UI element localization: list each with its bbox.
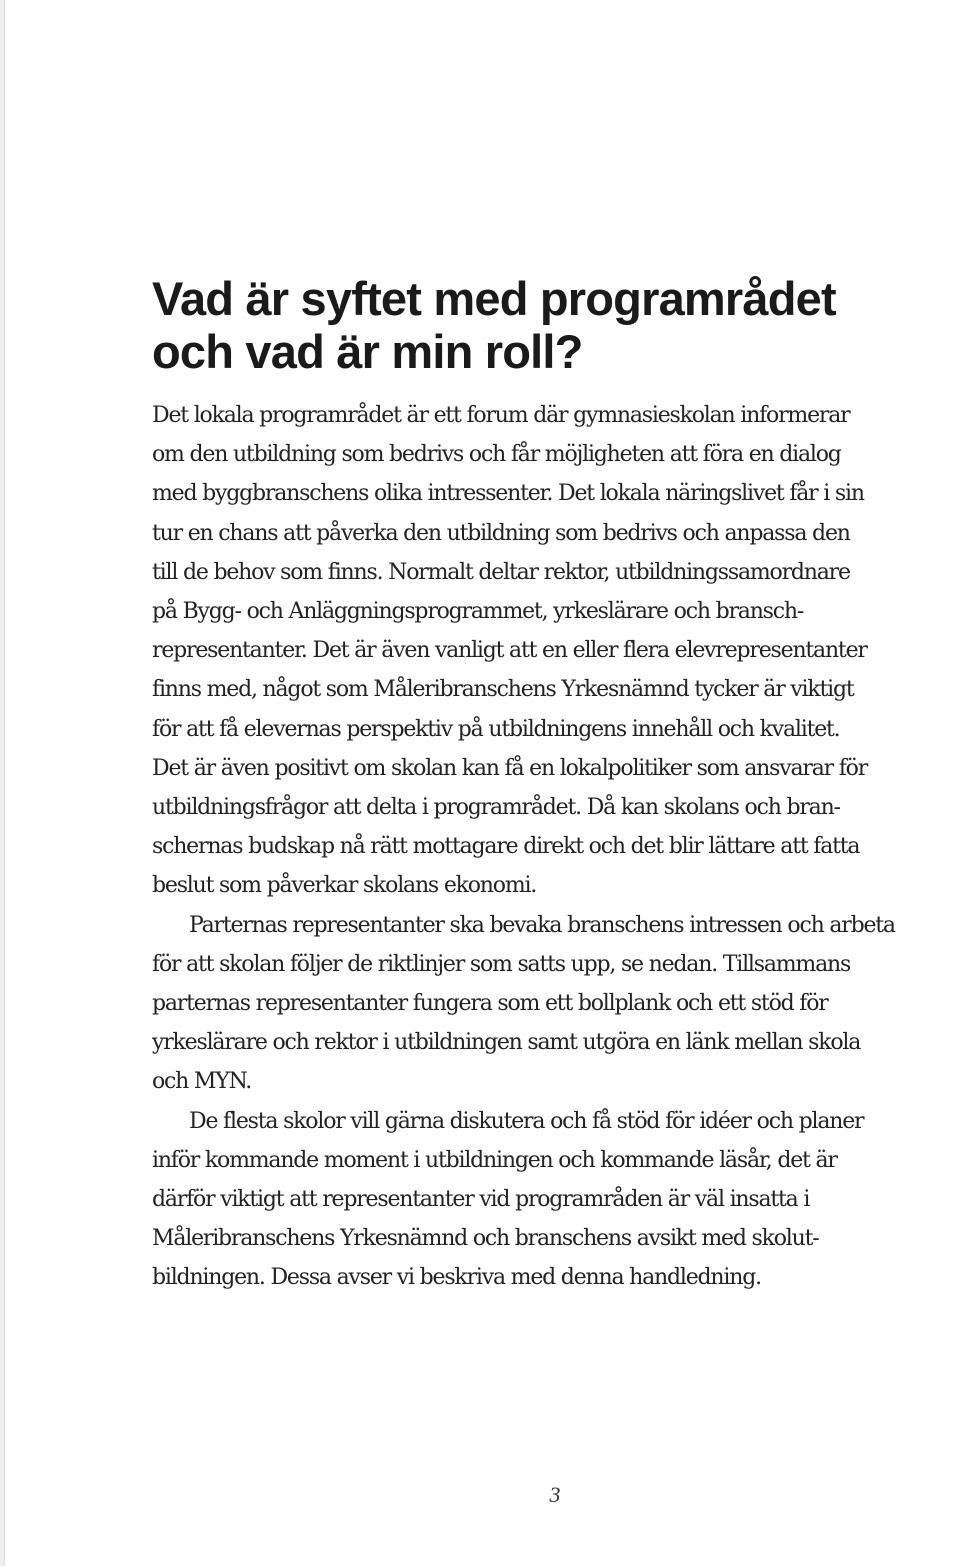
title-line: Vad är syftet med programrådet <box>152 272 836 325</box>
text-line: tur en chans att påverka den utbildning som bedrivs och anpassa den <box>152 520 850 546</box>
text-line: för att få elevernas perspektiv på utbildningens innehåll och kvalitet. <box>152 716 840 742</box>
page-edge-line <box>4 0 5 1566</box>
text-line: Måleribranschens Yrkesnämnd och branschens avsikt med skolut- <box>152 1226 819 1252</box>
text-line: representanter. Det är även vanligt att en eller flera elevrepresentanter <box>152 638 867 664</box>
text-line: schernas budskap nå rätt mottagare direkt och det blir lättare att fatta <box>152 834 860 860</box>
paragraph-purpose <box>152 396 960 906</box>
text-line: med byggbranschens olika intressenter. Det lokala näringslivet får i sin <box>152 481 864 507</box>
paragraph-schools <box>152 1102 960 1298</box>
text-line: för att skolan följer de riktlinjer som satts upp, se nedan. Tillsammans <box>152 951 851 977</box>
text-line: finns med, något som Måleribranschens Yrkesnämnd tycker är viktigt <box>152 677 854 703</box>
page-title <box>152 272 960 378</box>
text-line: därför viktigt att representanter vid programråden är väl insatta i <box>152 1187 810 1213</box>
page-content <box>152 272 960 1298</box>
text-line: inför kommande moment i utbildningen och kommande läsår, det är <box>152 1147 837 1173</box>
text-line: Det är även positivt om skolan kan få en lokalpolitiker som ansvarar för <box>152 755 868 781</box>
text-line: till de behov som finns. Normalt deltar rektor, utbildningssamordnare <box>152 559 850 585</box>
paragraph-representatives <box>152 906 960 1102</box>
text-line: och MYN. <box>152 1069 252 1095</box>
text-line: om den utbildning som bedrivs och får möjligheten att föra en dialog <box>152 442 841 468</box>
text-line: parternas representanter fungera som ett bollplank och ett stöd för <box>152 991 828 1017</box>
page-number: 3 <box>549 1482 561 1507</box>
text-line: på Bygg- och Anläggningsprogrammet, yrkeslärare och bransch- <box>152 599 804 625</box>
text-line: Parternas representanter ska bevaka branschens intressen och arbeta <box>189 912 895 938</box>
text-line: yrkeslärare och rektor i utbildningen samt utgöra en länk mellan skola <box>152 1030 861 1056</box>
text-line: bildningen. Dessa avser vi beskriva med denna handledning. <box>152 1265 761 1291</box>
title-line: och vad är min roll? <box>152 325 583 378</box>
text-line: De flesta skolor vill gärna diskutera och få stöd för idéer och planer <box>189 1108 864 1134</box>
text-line: beslut som påverkar skolans ekonomi. <box>152 873 537 899</box>
text-line: utbildningsfrågor att delta i programrådet. Då kan skolans och bran- <box>152 795 840 821</box>
text-line: Det lokala programrådet är ett forum där gymnasieskolan informerar <box>152 403 850 428</box>
